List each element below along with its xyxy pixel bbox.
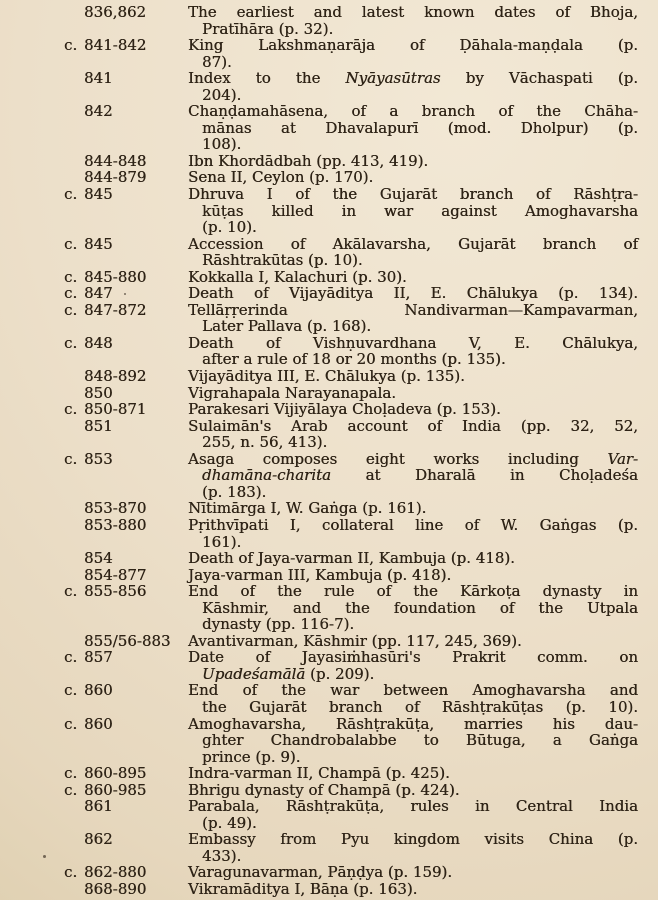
italic-text-segment: dhamāna-charita bbox=[202, 466, 331, 485]
entry-line bbox=[188, 815, 638, 832]
text-segment: Bhrigu dynasty of Champā (p. 424). bbox=[188, 780, 460, 799]
text-segment: Index to the bbox=[188, 69, 346, 88]
text-segment: ghter Chandrobalabbe to Būtuga, a Gaṅga bbox=[202, 731, 638, 750]
entry-line bbox=[188, 4, 638, 21]
text-segment: kūṭas killed in war against Amoghavarsha bbox=[202, 201, 638, 220]
entry-description bbox=[188, 153, 658, 170]
entry-description bbox=[188, 401, 658, 418]
chronology-entry bbox=[0, 500, 658, 517]
text-segment: Vikramāditya I, Bāṇa (p. 163). bbox=[188, 879, 418, 898]
entry-line bbox=[188, 136, 638, 153]
entry-description bbox=[188, 633, 658, 650]
entry-description bbox=[188, 4, 658, 37]
text-segment: Death of Jaya-varman II, Kambuja (p. 418). bbox=[188, 549, 515, 568]
entry-line bbox=[188, 534, 638, 551]
entry-date bbox=[0, 302, 188, 319]
entry-line bbox=[188, 368, 638, 385]
entry-line bbox=[188, 54, 638, 71]
entry-date-value: 845-880 bbox=[84, 267, 147, 286]
entry-date-value: 860 bbox=[84, 681, 113, 700]
entry-description bbox=[188, 864, 658, 881]
entry-line bbox=[188, 120, 638, 137]
entry-line bbox=[188, 616, 638, 633]
text-segment: Chaṇḍamahāsena, of a branch of the Chāha- bbox=[188, 102, 638, 121]
entry-description bbox=[188, 583, 658, 633]
entry-date-prefix: c. bbox=[64, 582, 78, 601]
entry-description bbox=[188, 236, 658, 269]
text-segment: End of the rule of the Kārkoṭa dynasty in bbox=[188, 582, 638, 601]
chronology-entry bbox=[0, 368, 658, 385]
entry-date bbox=[0, 500, 188, 517]
entry-line bbox=[188, 434, 638, 451]
entry-date-value: 844-879 bbox=[84, 168, 147, 187]
entry-line bbox=[188, 285, 638, 302]
entry-date-prefix: c. bbox=[64, 681, 78, 700]
text-segment: Vijayāditya III, E. Chālukya (p. 135). bbox=[188, 367, 465, 386]
entry-line bbox=[188, 682, 638, 699]
entry-line bbox=[188, 649, 638, 666]
chronology-entry bbox=[0, 70, 658, 103]
entry-date bbox=[0, 4, 188, 21]
chronology-entry bbox=[0, 169, 658, 186]
entry-description bbox=[188, 881, 658, 898]
text-segment: Nītimārga I, W. Gaṅga (p. 161). bbox=[188, 499, 427, 518]
chronology-entry bbox=[0, 37, 658, 70]
chronology-entry bbox=[0, 335, 658, 368]
entry-date bbox=[0, 716, 188, 733]
entry-line bbox=[188, 881, 638, 898]
entry-date bbox=[0, 517, 188, 534]
entry-description bbox=[188, 798, 658, 831]
chronology-entry bbox=[0, 567, 658, 584]
entry-date-value: 847-872 bbox=[84, 300, 147, 319]
entry-date-value: 836,862 bbox=[84, 3, 147, 21]
entry-line bbox=[188, 153, 638, 170]
entry-line bbox=[188, 517, 638, 534]
entry-line bbox=[188, 87, 638, 104]
text-segment: 161). bbox=[202, 532, 242, 551]
entry-date-value: 861 bbox=[84, 797, 113, 816]
entry-line bbox=[188, 451, 638, 468]
entry-line bbox=[188, 699, 638, 716]
text-segment: Pṛithvīpati I, collateral line of W. Gaṅgas (p. bbox=[188, 515, 638, 534]
entry-date-prefix: c. bbox=[64, 333, 78, 352]
entry-description bbox=[188, 70, 658, 103]
entry-date bbox=[0, 169, 188, 186]
entry-line bbox=[188, 500, 638, 517]
entry-date bbox=[0, 451, 188, 468]
entry-date-value: 848-892 bbox=[84, 367, 147, 386]
entry-date-value: 851 bbox=[84, 416, 113, 435]
entry-description bbox=[188, 418, 658, 451]
entry-description bbox=[188, 451, 658, 501]
entry-date-prefix: c. bbox=[64, 36, 78, 55]
entry-date bbox=[0, 269, 188, 286]
entry-date bbox=[0, 831, 188, 848]
ink-speck bbox=[43, 855, 46, 858]
entry-date-value: 842 bbox=[84, 102, 113, 121]
chronology-entry bbox=[0, 682, 658, 715]
text-segment: Parabala, Rāshṭrakūṭa, rules in Central India bbox=[188, 797, 638, 816]
text-segment: Avantivarman, Kāshmir (pp. 117, 245, 369). bbox=[188, 631, 522, 650]
entry-line bbox=[188, 401, 638, 418]
entry-description bbox=[188, 269, 658, 286]
italic-text-segment: Nyāyasūtras bbox=[345, 69, 441, 88]
entry-date-value: 855-856 bbox=[84, 582, 147, 601]
entry-description bbox=[188, 285, 658, 302]
text-segment: mānas at Dhavalapurī (mod. Dholpur) (p. bbox=[202, 118, 638, 137]
entry-line bbox=[188, 484, 638, 501]
text-segment: Accession of Akālavarsha, Gujarāt branch of bbox=[188, 234, 638, 253]
text-segment: (p. 209). bbox=[305, 664, 375, 683]
entry-line bbox=[188, 269, 638, 286]
text-segment: Vigrahapala Narayanapala. bbox=[188, 383, 396, 402]
text-segment: Embassy from Pyu kingdom visits China (p. bbox=[188, 830, 638, 849]
text-segment: 433). bbox=[202, 846, 242, 865]
chronology-entry bbox=[0, 269, 658, 286]
chronology-entry bbox=[0, 517, 658, 550]
chronology-entry bbox=[0, 285, 658, 302]
entry-date bbox=[0, 782, 188, 799]
entry-date-value: 854 bbox=[84, 549, 113, 568]
chronology-list bbox=[0, 4, 658, 898]
text-segment: dynasty (pp. 116-7). bbox=[202, 615, 355, 634]
chronology-entry bbox=[0, 550, 658, 567]
entry-date-value: 860 bbox=[84, 714, 113, 733]
chronology-entry bbox=[0, 583, 658, 633]
text-segment: at Dharalā in Choḷadeśa bbox=[331, 466, 638, 485]
entry-date-value: 860-985 bbox=[84, 780, 147, 799]
entry-description bbox=[188, 385, 658, 402]
entry-date bbox=[0, 550, 188, 567]
entry-line bbox=[188, 21, 638, 38]
entry-description bbox=[188, 765, 658, 782]
entry-line bbox=[188, 716, 638, 733]
entry-date bbox=[0, 583, 188, 600]
entry-date-value: 853-870 bbox=[84, 499, 147, 518]
text-segment: Amoghavarsha, Rāshṭrakūṭa, marries his dau- bbox=[188, 714, 638, 733]
chronology-entry bbox=[0, 401, 658, 418]
text-segment: Death of Vishṇuvardhana V, E. Chālukya, bbox=[188, 333, 638, 352]
entry-date-value: 853-880 bbox=[84, 515, 147, 534]
entry-line bbox=[188, 798, 638, 815]
entry-date-prefix: c. bbox=[64, 234, 78, 253]
chronology-entry bbox=[0, 649, 658, 682]
chronology-entry bbox=[0, 881, 658, 898]
text-segment: 87). bbox=[202, 52, 232, 71]
entry-date-prefix: c. bbox=[64, 267, 78, 286]
chronology-entry bbox=[0, 716, 658, 766]
entry-date bbox=[0, 37, 188, 54]
entry-date bbox=[0, 567, 188, 584]
text-segment: Kāshmir, and the foundation of the Utpala bbox=[202, 598, 638, 617]
text-segment: 255, n. 56, 413). bbox=[202, 433, 328, 452]
entry-line bbox=[188, 70, 638, 87]
entry-date-prefix: c. bbox=[64, 284, 78, 303]
entry-line bbox=[188, 633, 638, 650]
entry-description bbox=[188, 782, 658, 799]
text-segment: Asaga composes eight works including bbox=[188, 449, 608, 468]
entry-date bbox=[0, 765, 188, 782]
entry-description bbox=[188, 368, 658, 385]
text-segment: Parakesari Vijiyālaya Choḷadeva (p. 153). bbox=[188, 400, 501, 419]
text-segment: Jaya-varman III, Kambuja (p. 418). bbox=[188, 565, 452, 584]
entry-date-value: 845 bbox=[84, 234, 113, 253]
entry-line bbox=[188, 732, 638, 749]
text-segment: Dhruva I of the Gujarāt branch of Rāshṭra- bbox=[188, 185, 638, 204]
entry-line bbox=[188, 583, 638, 600]
entry-date bbox=[0, 153, 188, 170]
entry-date-value: 855/56-883 bbox=[84, 631, 171, 650]
entry-date-value: 848 bbox=[84, 333, 113, 352]
chronology-entry bbox=[0, 103, 658, 153]
entry-line bbox=[188, 666, 638, 683]
entry-date bbox=[0, 103, 188, 120]
text-segment: The earliest and latest known dates of Bhoja, bbox=[188, 3, 638, 21]
entry-description bbox=[188, 716, 658, 766]
entry-date-prefix: c. bbox=[64, 648, 78, 667]
text-segment: the Gujarāt branch of Rāshṭrakūṭas (p. 10). bbox=[202, 697, 638, 716]
text-segment: (p. 10). bbox=[202, 218, 257, 237]
entry-date-value: 850-871 bbox=[84, 400, 147, 419]
entry-line bbox=[188, 864, 638, 881]
entry-date-value: 847 bbox=[84, 284, 113, 303]
entry-description bbox=[188, 37, 658, 70]
entry-line bbox=[188, 600, 638, 617]
entry-line bbox=[188, 219, 638, 236]
text-segment: Date of Jayasiṁhasūri's Prakrit comm. on bbox=[188, 648, 638, 667]
chronology-entry bbox=[0, 186, 658, 236]
italic-text-segment: Upadeśamālā bbox=[202, 664, 306, 683]
entry-date-value: 860-895 bbox=[84, 764, 147, 783]
entry-date bbox=[0, 798, 188, 815]
text-segment: (p. 49). bbox=[202, 813, 257, 832]
text-segment: prince (p. 9). bbox=[202, 747, 301, 766]
chronology-entry bbox=[0, 385, 658, 402]
entry-line bbox=[188, 749, 638, 766]
text-segment: Sena II, Ceylon (p. 170). bbox=[188, 168, 374, 187]
entry-line bbox=[188, 203, 638, 220]
text-segment: (p. 183). bbox=[202, 482, 267, 501]
chronology-entry bbox=[0, 451, 658, 501]
chronology-entry bbox=[0, 418, 658, 451]
entry-date bbox=[0, 236, 188, 253]
entry-date-value: 841 bbox=[84, 69, 113, 88]
entry-line bbox=[188, 831, 638, 848]
entry-description bbox=[188, 500, 658, 517]
entry-date-prefix: c. bbox=[64, 400, 78, 419]
entry-description bbox=[188, 335, 658, 368]
text-segment: Kokkalla I, Kalachuri (p. 30). bbox=[188, 267, 407, 286]
entry-description bbox=[188, 567, 658, 584]
chronology-entry bbox=[0, 4, 658, 37]
entry-date-prefix: c. bbox=[64, 300, 78, 319]
entry-line bbox=[188, 252, 638, 269]
entry-date-prefix: c. bbox=[64, 764, 78, 783]
entry-description bbox=[188, 550, 658, 567]
entry-date-prefix: c. bbox=[64, 449, 78, 468]
entry-description bbox=[188, 517, 658, 550]
entry-line bbox=[188, 103, 638, 120]
entry-date-value: 857 bbox=[84, 648, 113, 667]
entry-line bbox=[188, 848, 638, 865]
entry-description bbox=[188, 169, 658, 186]
ink-speck bbox=[124, 293, 126, 295]
entry-line bbox=[188, 418, 638, 435]
text-segment: Rāshtrakūtas (p. 10). bbox=[202, 251, 363, 270]
entry-date bbox=[0, 285, 188, 302]
entry-date bbox=[0, 682, 188, 699]
entry-date bbox=[0, 418, 188, 435]
entry-line bbox=[188, 351, 638, 368]
entry-line bbox=[188, 318, 638, 335]
chronology-entry bbox=[0, 831, 658, 864]
entry-description bbox=[188, 103, 658, 153]
text-segment: Ibn Khordādbah (pp. 413, 419). bbox=[188, 151, 429, 170]
entry-line bbox=[188, 236, 638, 253]
chronology-entry bbox=[0, 782, 658, 799]
entry-date-value: 862 bbox=[84, 830, 113, 849]
entry-date bbox=[0, 335, 188, 352]
entry-date bbox=[0, 633, 188, 650]
text-segment: Death of Vijayāditya II, E. Chālukya (p. 134). bbox=[188, 284, 638, 303]
entry-line bbox=[188, 302, 638, 319]
entry-description bbox=[188, 302, 658, 335]
entry-date-value: 853 bbox=[84, 449, 113, 468]
chronology-entry bbox=[0, 633, 658, 650]
italic-text-segment: Var- bbox=[607, 449, 638, 468]
entry-line bbox=[188, 467, 638, 484]
text-segment: Pratīhāra (p. 32). bbox=[202, 19, 334, 38]
entry-description bbox=[188, 186, 658, 236]
entry-date-value: 862-880 bbox=[84, 863, 147, 882]
text-segment: Later Pallava (p. 168). bbox=[202, 317, 372, 336]
entry-line bbox=[188, 567, 638, 584]
chronology-entry bbox=[0, 302, 658, 335]
text-segment: 204). bbox=[202, 85, 242, 104]
entry-date bbox=[0, 385, 188, 402]
chronology-entry bbox=[0, 798, 658, 831]
entry-description bbox=[188, 649, 658, 682]
text-segment: Tellāṛṛerinda Nandivarman—Kampavarman, bbox=[188, 300, 638, 319]
entry-line bbox=[188, 385, 638, 402]
entry-description bbox=[188, 682, 658, 715]
text-segment: King Lakshmaṇarāja of Ḍāhala-maṇḍala (p. bbox=[188, 36, 638, 55]
entry-date-value: 868-890 bbox=[84, 879, 147, 898]
entry-line bbox=[188, 765, 638, 782]
entry-date-prefix: c. bbox=[64, 185, 78, 204]
text-segment: after a rule of 18 or 20 months (p. 135). bbox=[202, 350, 506, 369]
entry-date-prefix: c. bbox=[64, 714, 78, 733]
entry-date-value: 850 bbox=[84, 383, 113, 402]
chronology-entry bbox=[0, 236, 658, 269]
chronology-entry bbox=[0, 153, 658, 170]
text-segment: by Vāchaspati (p. bbox=[440, 69, 638, 88]
entry-date bbox=[0, 70, 188, 87]
text-segment: End of the war between Amoghavarsha and bbox=[188, 681, 638, 700]
text-segment: Indra-varman II, Champā (p. 425). bbox=[188, 764, 450, 783]
entry-line bbox=[188, 37, 638, 54]
entry-line bbox=[188, 186, 638, 203]
entry-date-value: 844-848 bbox=[84, 151, 147, 170]
entry-date-prefix: c. bbox=[64, 863, 78, 882]
chronology-entry bbox=[0, 765, 658, 782]
entry-date bbox=[0, 881, 188, 898]
chronology-entry bbox=[0, 864, 658, 881]
entry-description bbox=[188, 831, 658, 864]
entry-date-value: 841-842 bbox=[84, 36, 147, 55]
entry-date bbox=[0, 649, 188, 666]
entry-line bbox=[188, 335, 638, 352]
entry-date bbox=[0, 401, 188, 418]
text-segment: Varagunavarman, Pāṇḍya (p. 159). bbox=[188, 863, 453, 882]
entry-line bbox=[188, 782, 638, 799]
entry-date-prefix: c. bbox=[64, 780, 78, 799]
entry-date-value: 854-877 bbox=[84, 565, 147, 584]
text-segment: Sulaimān's Arab account of India (pp. 32, 52, bbox=[188, 416, 638, 435]
text-segment: 108). bbox=[202, 135, 242, 154]
entry-line bbox=[188, 169, 638, 186]
entry-date bbox=[0, 864, 188, 881]
entry-line bbox=[188, 550, 638, 567]
entry-date bbox=[0, 186, 188, 203]
entry-date bbox=[0, 368, 188, 385]
entry-date-value: 845 bbox=[84, 185, 113, 204]
